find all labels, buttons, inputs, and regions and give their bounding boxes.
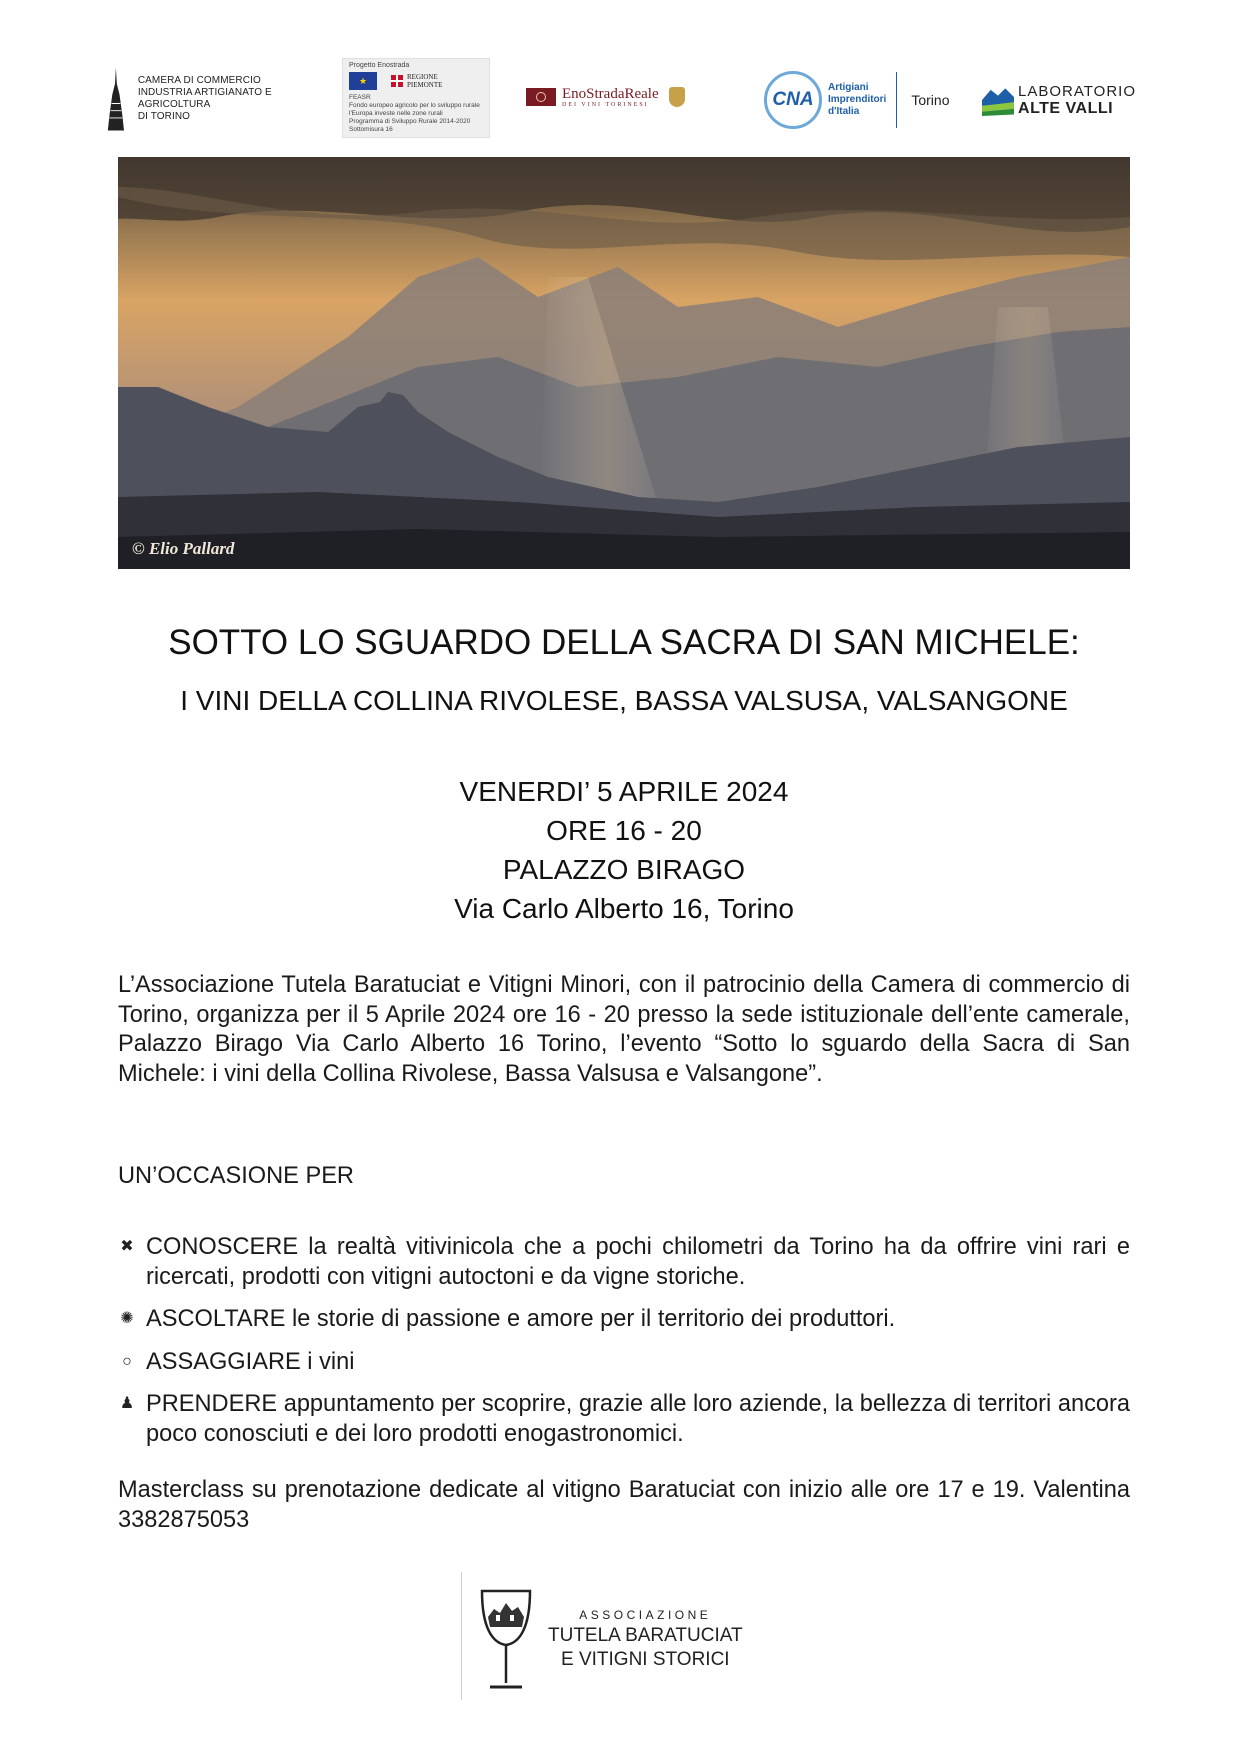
occasion-heading: UN’OCCASIONE PER	[118, 1163, 354, 1189]
mountains-icon	[982, 78, 1014, 122]
list-item: ✖ CONOSCERE la realtà vitivinicola che a pochi chilometri da Torino ha da offrire vini rari e ricercati, prodotti con vitigni autoctoni e da vigne storiche.	[118, 1233, 1130, 1292]
enostrada-body: FEASR Fondo europeo agricolo per lo sviluppo rurale l'Europa investe nelle zone rurali Programma di Sviluppo Rurale 2014-2020 Sottomisura 16	[349, 94, 480, 133]
cciaa-text: CAMERA DI COMMERCIO INDUSTRIA ARTIGIANATO E AGRICOLTURA DI TORINO	[137, 75, 272, 122]
esr-badge-icon	[526, 88, 556, 106]
association-name-line2: E VITIGNI STORICI	[561, 1649, 730, 1670]
cna-mark: CNA	[764, 71, 822, 129]
esr-sub: DEI VINI TORINESI	[562, 101, 649, 108]
event-venue: PALAZZO BIRAGO	[502, 854, 746, 885]
event-details	[118, 772, 1130, 928]
activity-list	[118, 1233, 1130, 1462]
circle-bullet-icon: ○	[122, 1352, 132, 1370]
list-item: ✺ ASCOLTARE le storie di passione e amore per il territorio dei produttori.	[118, 1305, 1130, 1335]
association-name-line1: TUTELA BARATUCIAT	[548, 1625, 743, 1646]
page-title: SOTTO LO SGUARDO DELLA SACRA DI SAN MICHELE:	[168, 623, 1080, 662]
mole-antonelliana-icon	[106, 64, 126, 134]
eu-flag-icon: ★	[349, 72, 377, 90]
cross-bullet-icon: ✖	[120, 1238, 134, 1256]
association-label: ASSOCIAZIONE	[579, 1608, 712, 1622]
event-address: Via Carlo Alberto 16, Torino	[454, 893, 794, 924]
masterclass-note: Masterclass su prenotazione dedicate al vitigno Baratuciat con inizio alle ore 17 e 19. Valentina 3382875053	[118, 1477, 1130, 1533]
figure-bullet-icon: ♟	[119, 1395, 135, 1413]
enostrada-header: Progetto Enostrada	[349, 62, 410, 69]
association-logo	[476, 1585, 776, 1695]
photo-credit: © Elio Pallard	[132, 539, 235, 558]
event-date: VENERDI’ 5 APRILE 2024	[459, 776, 789, 807]
cna-divider	[896, 72, 897, 128]
intro-paragraph: L’Associazione Tutela Baratuciat e Vitigni Minori, con il patrocinio della Camera di commercio di Torino, organizza per il 5 Aprile 2024 ore 16 - 20 presso la sede istituzionale dell’ente camerale, Palazzo Birago Via Carlo Alberto 16 Torino, l’evento “Sotto lo sguardo della Sacra di San Michele: i vini della Collina Rivolese, Bassa Valsusa e Valsangone”.	[118, 972, 1130, 1087]
regione-piemonte-logo: REGIONE PIEMONTE	[391, 73, 442, 89]
alte-valli-line1: LABORATORIO	[1018, 82, 1136, 100]
crest-icon	[669, 87, 685, 107]
list-item: ♟ PRENDERE appuntamento per scoprire, grazie alle loro aziende, la bellezza di territori ancora poco conosciuti e dei loro prodotti enogastronomici.	[119, 1391, 1130, 1447]
cna-logo	[764, 70, 964, 130]
wine-glass-icon	[476, 1587, 536, 1693]
mountain-landscape	[118, 157, 1130, 569]
esr-name: EnoStradaReale	[562, 85, 659, 102]
cna-city: Torino	[911, 92, 950, 108]
page-subtitle: I VINI DELLA COLLINA RIVOLESE, BASSA VALSUSA, VALSANGONE	[180, 685, 1068, 716]
cna-subtitle: Artigiani Imprenditori d'Italia	[828, 82, 887, 117]
star-bullet-icon: ✺	[120, 1310, 134, 1328]
piemonte-cross-icon	[391, 75, 403, 87]
alte-valli-line2: ALTE VALLI	[1018, 99, 1114, 117]
laboratorio-alte-valli-logo	[982, 72, 1136, 128]
enostrada-logo	[342, 58, 490, 138]
hero-photo	[118, 157, 1130, 569]
cciaa-logo	[106, 64, 326, 134]
event-time: ORE 16 - 20	[546, 815, 702, 846]
enostradareale-logo	[526, 82, 716, 112]
footer-divider	[461, 1572, 462, 1700]
list-item: ○ ASSAGGIARE i vini	[118, 1348, 1130, 1378]
